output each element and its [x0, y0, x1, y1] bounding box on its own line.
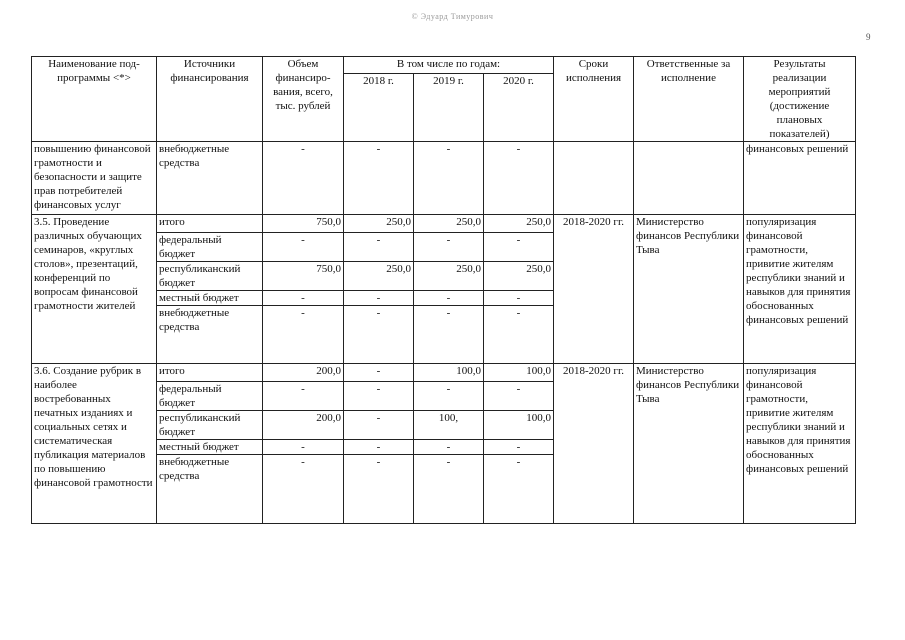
- block35-volume: 750,0: [263, 215, 344, 233]
- block36-responsible: Министерство финансов Республики Тыва: [634, 364, 744, 524]
- block35-source: внебюджетные средства: [157, 306, 263, 364]
- header-row-1: [32, 57, 856, 74]
- block36-2018: -: [344, 440, 414, 455]
- block36-2018: -: [344, 455, 414, 524]
- block36-2019: 100,: [414, 411, 484, 440]
- block36-2020: 100,0: [484, 364, 554, 382]
- block35-2019: -: [414, 233, 484, 262]
- block36-name: 3.6. Создание рубрик в наиболее востребованных печатных изданиях и социальных сетях и систематическая публикация материалов по повышению финансовой грамотности: [32, 364, 157, 524]
- block35-2018: -: [344, 306, 414, 364]
- block35-name: 3.5. Проведение различных обучающих семинаров, «круглых столов», презентаций, конференций по вопросам финансовой грамотности жителей: [32, 215, 157, 364]
- block35-responsible: Министерство финансов Республики Тыва: [634, 215, 744, 364]
- continuation-volume: -: [263, 142, 344, 215]
- block36-2020: -: [484, 440, 554, 455]
- block36-volume: -: [263, 440, 344, 455]
- col-header-by-years: В том числе по годам:: [344, 57, 554, 74]
- block35-2018: -: [344, 233, 414, 262]
- block36-volume: -: [263, 455, 344, 524]
- block36-source: итого: [157, 364, 263, 382]
- block36-volume: 200,0: [263, 411, 344, 440]
- col-header-terms: Сроки исполнения: [554, 57, 634, 142]
- block35-2019: -: [414, 306, 484, 364]
- block36-2019: -: [414, 440, 484, 455]
- block35-volume: -: [263, 233, 344, 262]
- col-header-2019: 2019 г.: [414, 74, 484, 142]
- continuation-2020: -: [484, 142, 554, 215]
- block35-2020: 250,0: [484, 262, 554, 291]
- continuation-name: повышению финансовой грамотности и безопасности и защите прав потребителей финансовых услуг: [32, 142, 157, 215]
- block36-volume: -: [263, 382, 344, 411]
- col-header-2020: 2020 г.: [484, 74, 554, 142]
- block36-2019: -: [414, 455, 484, 524]
- continuation-results: финансовых решений: [744, 142, 856, 215]
- col-header-volume: Объем финансиро-вания, всего, тыс. рублей: [263, 57, 344, 142]
- page-number: 9: [866, 32, 871, 42]
- table-row: [32, 364, 856, 382]
- block35-2019: 250,0: [414, 215, 484, 233]
- financing-table: [31, 56, 856, 524]
- block36-source: местный бюджет: [157, 440, 263, 455]
- col-header-2018: 2018 г.: [344, 74, 414, 142]
- block35-2020: -: [484, 306, 554, 364]
- block35-2018: 250,0: [344, 215, 414, 233]
- continuation-2019: -: [414, 142, 484, 215]
- block35-source: местный бюджет: [157, 291, 263, 306]
- block35-results: популяризация финансовой грамотности, привитие жителям республики знаний и навыков для принятия обоснованных финансовых решений: [744, 215, 856, 364]
- table-row: [32, 142, 856, 215]
- block35-2018: 250,0: [344, 262, 414, 291]
- block35-2019: -: [414, 291, 484, 306]
- block35-2019: 250,0: [414, 262, 484, 291]
- block36-2018: -: [344, 382, 414, 411]
- col-header-responsible: Ответственные за исполнение: [634, 57, 744, 142]
- block36-source: внебюджетные средства: [157, 455, 263, 524]
- block35-2020: -: [484, 291, 554, 306]
- block36-2018: -: [344, 364, 414, 382]
- block35-terms: 2018-2020 гг.: [554, 215, 634, 364]
- block36-terms: 2018-2020 гг.: [554, 364, 634, 524]
- block35-volume: -: [263, 291, 344, 306]
- block36-2019: -: [414, 382, 484, 411]
- block35-volume: -: [263, 306, 344, 364]
- block36-source: республиканский бюджет: [157, 411, 263, 440]
- table-row: [32, 215, 856, 233]
- continuation-source: внебюджетные средства: [157, 142, 263, 215]
- block35-2020: 250,0: [484, 215, 554, 233]
- block35-source: итого: [157, 215, 263, 233]
- block35-2018: -: [344, 291, 414, 306]
- col-header-results: Результаты реализации мероприятий (достижение плановых показателей): [744, 57, 856, 142]
- block36-volume: 200,0: [263, 364, 344, 382]
- block36-2020: -: [484, 382, 554, 411]
- block35-source: республиканский бюджет: [157, 262, 263, 291]
- block36-2018: -: [344, 411, 414, 440]
- col-header-sources: Источники финансирования: [157, 57, 263, 142]
- block35-volume: 750,0: [263, 262, 344, 291]
- block36-2019: 100,0: [414, 364, 484, 382]
- block36-2020: -: [484, 455, 554, 524]
- block35-2020: -: [484, 233, 554, 262]
- block36-source: федеральный бюджет: [157, 382, 263, 411]
- col-header-name: Наименование под-программы <*>: [32, 57, 157, 142]
- block35-source: федеральный бюджет: [157, 233, 263, 262]
- scan-header-text: © Эдуард Тимурович: [411, 12, 494, 21]
- continuation-2018: -: [344, 142, 414, 215]
- block36-2020: 100,0: [484, 411, 554, 440]
- block36-results: популяризация финансовой грамотности, привитие жителям республики знаний и навыков для принятия обоснованных финансовых решений: [744, 364, 856, 524]
